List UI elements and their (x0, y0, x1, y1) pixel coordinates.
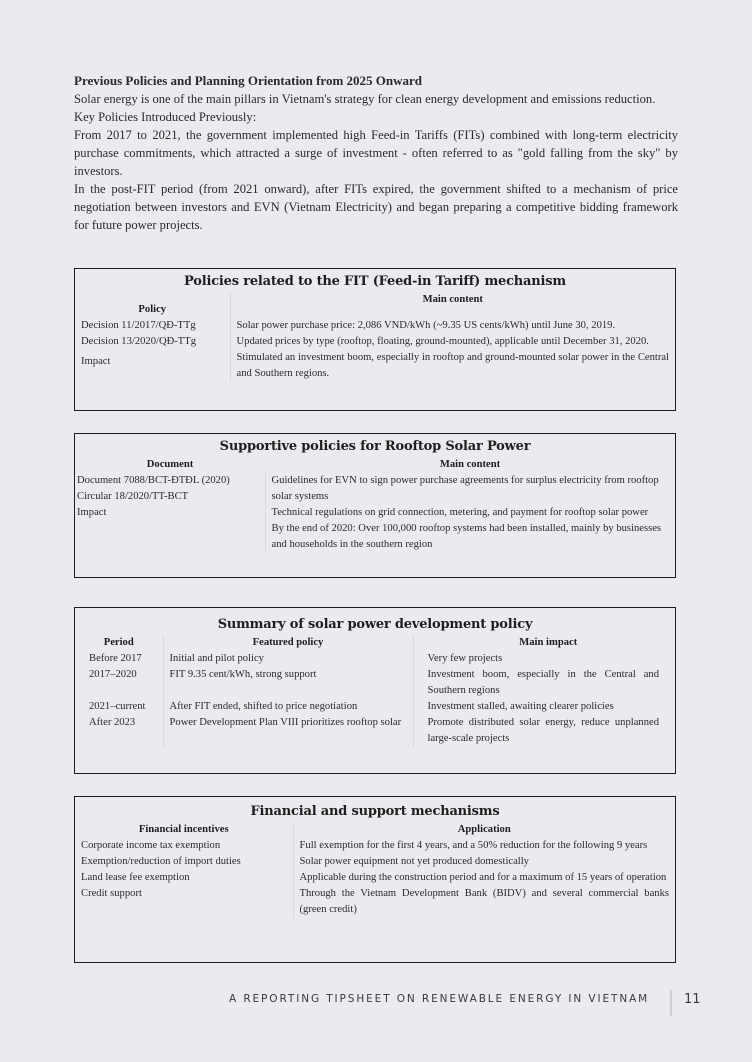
content-list (265, 473, 675, 553)
section-heading: Previous Policies and Planning Orientation from 2025 Onward (74, 73, 423, 88)
table-cell: Investment stalled, awaiting clearer policies (413, 699, 675, 715)
table-title: Supportive policies for Rooftop Solar Power (219, 439, 531, 454)
table-title: Financial and support mechanisms (250, 804, 500, 819)
table-cell: Solar power equipment not yet produced domestically (293, 854, 675, 870)
table-cell: Decision 13/2020/QĐ-TTg (81, 336, 197, 347)
table-cell: Before 2017 (89, 653, 142, 664)
intro-section (74, 72, 678, 234)
table-cell: Document 7088/BCT-ĐTĐL (2020) (77, 475, 230, 486)
table-cell: Stimulated an investment boom, especially in rooftop and ground-mounted solar power in the Central and Southern regions. (230, 350, 675, 382)
column-header: Policy (138, 304, 167, 315)
intro-paragraph: Key Policies Introduced Previously: (74, 110, 257, 124)
table-cell: Decision 11/2017/QĐ-TTg (81, 320, 196, 331)
table-cell: By the end of 2020: Over 100,000 rooftop systems had been installed, mainly by businesses and households in the southern region (271, 523, 662, 550)
table-row (75, 651, 675, 667)
table-cell: Applicable during the construction period and for a maximum of 15 years of operation (293, 870, 675, 886)
column-header: Main impact (413, 635, 675, 651)
table-cell: Promote distributed solar energy, reduce unplanned large-scale projects (413, 715, 675, 747)
table-cell: After 2023 (89, 717, 136, 728)
intro-paragraph: In the post-FIT period (from 2021 onward), after FITs expired, the government shifted to a mechanism of price negotiation between investors and EVN (Vietnam Electricity) and began preparing a competitive bidding framework for future power projects. (74, 182, 678, 232)
column-header: Main content (439, 459, 501, 470)
table-cell: Investment boom, especially in the Central and Southern regions (413, 667, 675, 699)
table-row (75, 350, 675, 382)
table-cell: Power Development Plan VIII prioritizes rooftop solar (163, 715, 413, 747)
fit-policies-table (74, 268, 676, 411)
table-cell: Guidelines for EVN to sign power purchase agreements for surplus electricity from rooftop solar systems (271, 475, 659, 502)
column-header: Application (293, 822, 675, 838)
table-cell: Credit support (81, 888, 142, 899)
table-title: Summary of solar power development policy (217, 617, 533, 632)
table-row (75, 715, 675, 747)
table-row (75, 699, 675, 715)
column-header: Financial incentives (138, 824, 229, 835)
table-cell: After FIT ended, shifted to price negotiation (163, 699, 413, 715)
column-header: Period (103, 637, 134, 648)
footer-divider (670, 990, 672, 1016)
table-cell: 2017–2020 (89, 669, 137, 680)
table-cell: Full exemption for the first 4 years, and a 50% reduction for the following 9 years (293, 838, 675, 854)
table-row (75, 870, 675, 886)
table-cell: Land lease fee exemption (81, 872, 190, 883)
table-cell: Very few projects (413, 651, 675, 667)
table-row (75, 667, 675, 699)
table-cell: Through the Vietnam Development Bank (BIDV) and several commercial banks (green credit) (293, 886, 675, 918)
table-row (75, 318, 675, 334)
column-header: Featured policy (163, 635, 413, 651)
table-cell: Impact (77, 507, 107, 518)
page-number: 11 (684, 992, 701, 1007)
financial-mechanisms-table (74, 796, 676, 963)
column-header: Main content (230, 292, 675, 318)
intro-paragraph: Solar energy is one of the main pillars in Vietnam's strategy for clean energy development and emissions reduction. (74, 92, 656, 106)
table-cell: FIT 9.35 cent/kWh, strong support (163, 667, 413, 699)
table-cell: Updated prices by type (rooftop, floating, ground-mounted), applicable until December 31, 2020. (230, 334, 675, 350)
table-cell: Initial and pilot policy (163, 651, 413, 667)
document-list (75, 473, 265, 553)
table-cell: Circular 18/2020/TT-BCT (77, 491, 189, 502)
column-header: Document (146, 459, 194, 470)
table-cell: Corporate income tax exemption (81, 840, 221, 851)
footer-title: A REPORTING TIPSHEET ON RENEWABLE ENERGY IN VIETNAM (229, 993, 650, 1005)
summary-policy-table (74, 607, 676, 774)
rooftop-policies-table (74, 433, 676, 578)
table-row (75, 854, 675, 870)
table-cell: 2021–current (89, 701, 146, 712)
table-cell: Solar power purchase price: 2,086 VND/kWh (~9.35 US cents/kWh) until June 30, 2019. (230, 318, 675, 334)
table-title: Policies related to the FIT (Feed-in Tariff) mechanism (184, 274, 566, 289)
table-cell: Exemption/reduction of import duties (81, 856, 241, 867)
intro-paragraph: From 2017 to 2021, the government implemented high Feed-in Tariffs (FITs) combined with long-term electricity purchase commitments, which attracted a surge of investment - often referred to as "gold falling from the sky" by investors. (74, 128, 678, 178)
table-row (75, 334, 675, 350)
table-cell: Impact (81, 356, 111, 367)
table-row (75, 886, 675, 918)
table-row (75, 838, 675, 854)
table-cell: Technical regulations on grid connection, metering, and payment for rooftop solar power (271, 507, 649, 518)
